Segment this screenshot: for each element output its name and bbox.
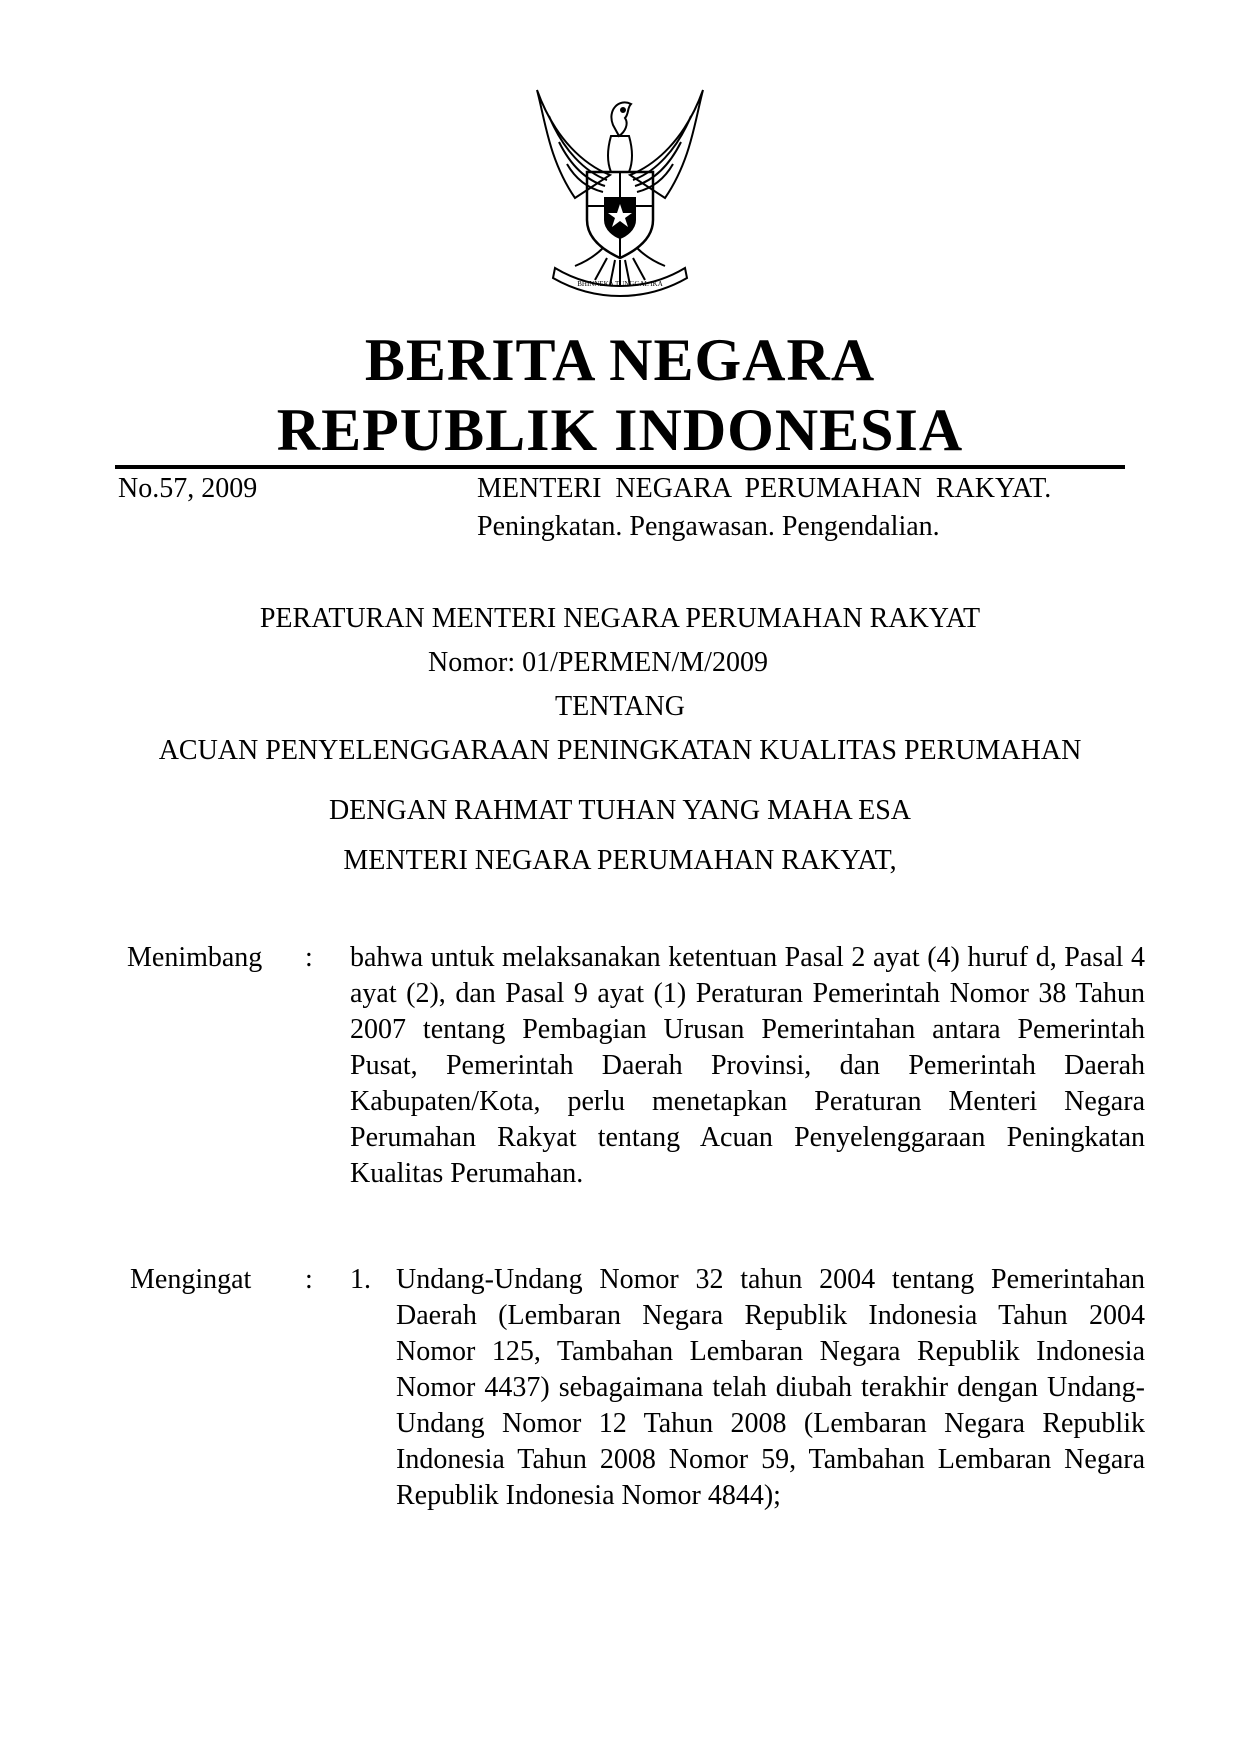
issue-number: No.57, 2009 xyxy=(118,473,258,504)
regulation-number: Nomor: 01/PERMEN/M/2009 xyxy=(428,647,768,678)
mengingat-item-text: Undang-Undang Nomor 32 tahun 2004 tentang Pemerintahan Daerah (Lembaran Negara Republik Indonesia Tahun 2004 Nomor 125, Tambahan Lembaran Negara Republik Indonesia Nomor 4437) sebagaimana telah diubah terakhir dengan Undang-Undang Nomor 12 Tahun 2008 (Lembaran Negara Republik Indonesia Tahun 2008 Nomor 59, Tambahan Lembaran Negara Republik Indonesia Nomor 4844); xyxy=(396,1264,1145,1511)
masthead-line-1: BERITA NEGARA xyxy=(364,327,876,393)
mengingat-item-number: 1. xyxy=(350,1264,371,1295)
menimbang-text: bahwa untuk melaksanakan ketentuan Pasal 2 ayat (4) huruf d, Pasal 4 ayat (2), dan Pasal 9 ayat (1) Peraturan Pemerintah Nomor 38 Tahun 2007 tentang Pembagian Urusan Pemerintahan antara Pemerintah Pusat, Pemerintah Daerah Provinsi, dan Pemerintah Daerah Kabupaten/Kota, perlu menetapkan Peraturan Menteri Negara Perumahan Rakyat tentang Acuan Penyelenggaraan Peningkatan Kualitas Perumahan. xyxy=(350,942,1145,1189)
masthead-rule xyxy=(115,465,1125,469)
mengingat-colon: : xyxy=(305,1264,313,1295)
garuda-pancasila-emblem-icon xyxy=(515,80,725,300)
menimbang-colon: : xyxy=(305,942,313,973)
motto-text: BHINNEKA TUNGGAL IKA xyxy=(577,280,663,288)
regulation-subject: ACUAN PENYELENGGARAAN PENINGKATAN KUALITAS PERUMAHAN xyxy=(158,735,1082,766)
regulation-title: PERATURAN MENTERI NEGARA PERUMAHAN RAKYAT xyxy=(259,603,981,634)
masthead-line-2: REPUBLIK INDONESIA xyxy=(276,397,964,463)
regulation-issuer: MENTERI NEGARA PERUMAHAN RAKYAT, xyxy=(343,845,897,876)
regulation-invocation: DENGAN RAHMAT TUHAN YANG MAHA ESA xyxy=(328,795,912,826)
issue-subject-line-2: Peningkatan. Pengawasan. Pengendalian. xyxy=(477,511,940,542)
issue-subject xyxy=(477,470,1051,546)
mengingat-label: Mengingat xyxy=(130,1264,252,1295)
menimbang-label: Menimbang xyxy=(127,942,263,973)
regulation-tentang: TENTANG xyxy=(555,691,685,722)
issue-subject-line-1: MENTERI NEGARA PERUMAHAN RAKYAT. xyxy=(477,473,1052,504)
